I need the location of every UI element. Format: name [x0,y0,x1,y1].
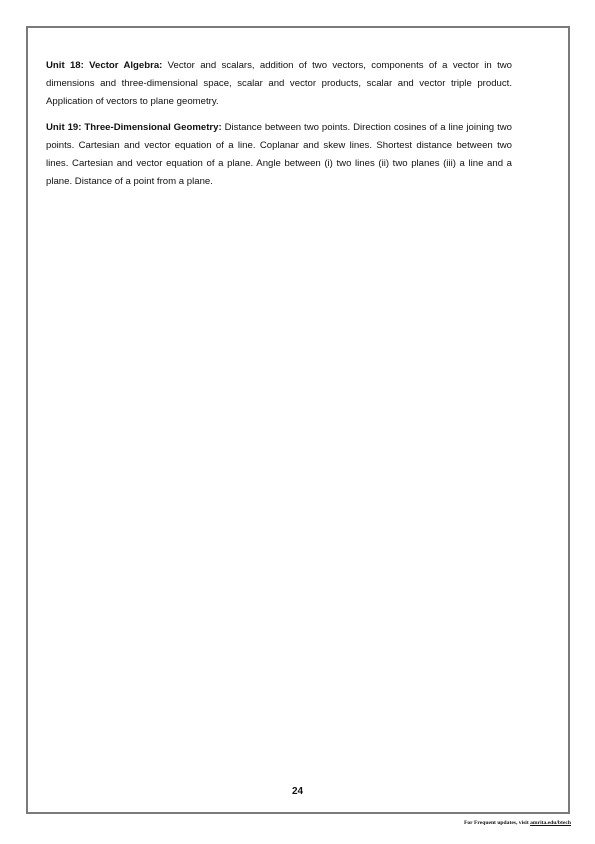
syllabus-content [46,57,512,198]
unit-19-body: Distance between two points. Direction cosines of a line joining two points. Cartesian and vector equation of a line. Coplanar and skew lines. Shortest distance between two lines. Cartesian and vector equation of a plane. Angle between (i) two lines (ii) two planes (iii) a line and a plane. Distance of a point from a plane. [46,121,512,188]
unit-18-heading: Unit 18: Vector Algebra: [46,60,163,71]
unit-18-body: Vector and scalars, addition of two vectors, components of a vector in two dimensions and three-dimensional space, scalar and vector products, scalar and vector triple product. Application of vectors to plane geometry. [46,60,512,108]
page-number: 24 [291,786,304,797]
unit-19-paragraph [46,119,512,192]
unit-18-paragraph [46,57,512,112]
footer-link[interactable]: amrita.edu/btech [530,820,571,826]
footer-text: For Frequent updates, visit [463,820,531,826]
footer-note [464,820,571,826]
unit-19-heading: Unit 19: Three-Dimensional Geometry: [46,121,222,133]
